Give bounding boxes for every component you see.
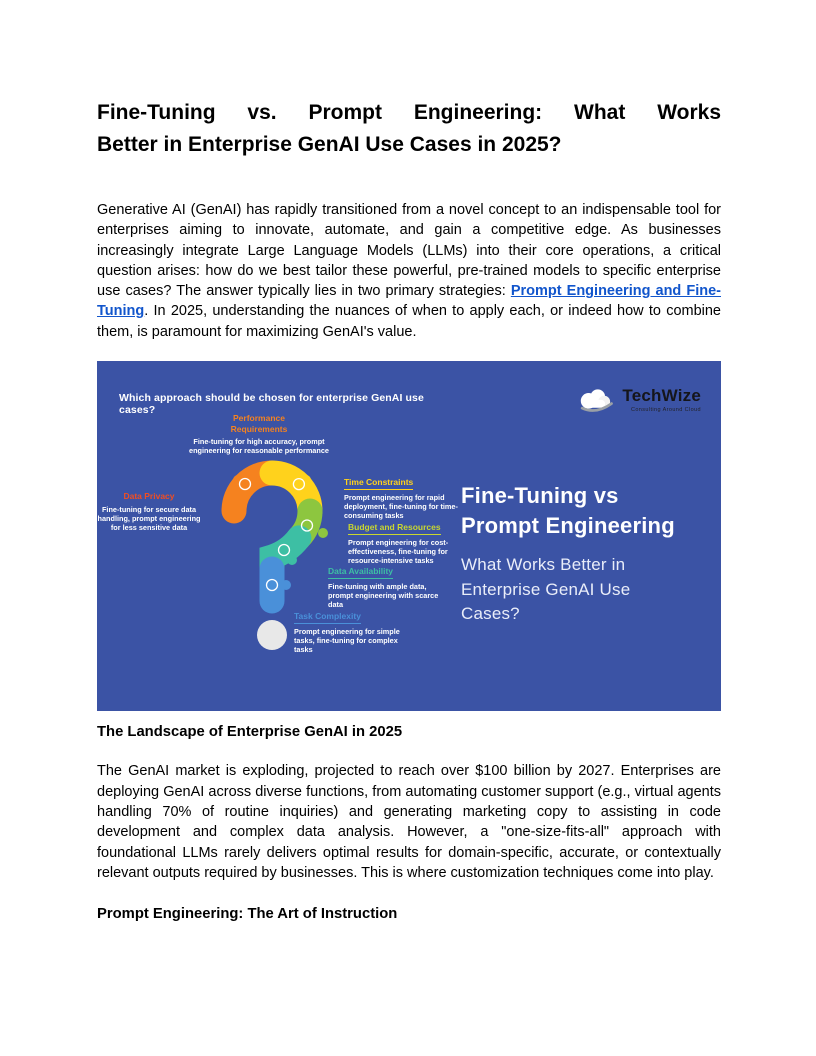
document-title-line1: Fine-Tuning vs. Prompt Engineering: What Works <box>97 101 721 124</box>
intro-text-before-link: Generative AI (GenAI) has rapidly transitioned from a novel concept to an indispensable tool for enterprises aiming to innovate, automate, and gain a competitive edge. As businesses increasingly integrate Large Language Models (LLMs) into their core operations, a critical question arises: how do we best tailor these powerful, pre-trained models to specific enterprise use cases? The answer typically lies in two primary strategies: <box>97 202 721 300</box>
intro-paragraph <box>97 200 721 342</box>
intro-text-after-link: . In 2025, understanding the nuances of when to apply each, or indeed how to combine them, is paramount for maximizing GenAI's value. <box>97 303 721 340</box>
factor-description: Fine-tuning for high accuracy, prompt engineering for reasonable performance <box>189 437 329 456</box>
factor-label: Time Constraints <box>344 477 462 490</box>
infographic-image <box>97 361 721 711</box>
infographic-title-line2: Prompt Engineering <box>461 513 675 539</box>
factor-label: Task Complexity <box>294 611 406 624</box>
factor-data-availability <box>328 566 450 609</box>
document-title-line2: Better in Enterprise GenAI Use Cases in 2025? <box>97 133 562 156</box>
infographic-title-block <box>461 481 691 627</box>
landscape-paragraph: The GenAI market is exploding, projected to reach over $100 billion by 2027. Enterprises are deploying GenAI across diverse functions, from automating customer support (e.g., virtual agents handling 70% of routine inquiries) and generating marketing copy to assisting in code development and complex data analysis. However, a "one-size-fits-all" approach with foundational LLMs rarely delivers optimal results for domain-specific, accurate, or contextually relevant outputs required by businesses. This is where customization techniques come into play. <box>97 763 721 881</box>
logo-tagline: Consulting Around Cloud <box>630 406 701 413</box>
cloud-icon <box>573 385 617 413</box>
section-heading-prompt-engineering: Prompt Engineering: The Art of Instruction <box>97 906 398 923</box>
factor-label: Data Availability <box>328 566 450 579</box>
logo-name: TechWize <box>622 385 701 405</box>
document-content <box>97 0 721 924</box>
infographic-title-line1: Fine-Tuning vs <box>461 483 619 509</box>
infographic-subtitle: What Works Better in Enterprise GenAI Use Cases? <box>461 555 631 624</box>
question-mark-dot <box>257 620 287 650</box>
factor-label: Data Privacy <box>123 491 175 502</box>
factor-description: Prompt engineering for rapid deployment, fine-tuning for time-consuming tasks <box>344 492 458 521</box>
factor-description: Prompt engineering for simple tasks, fine-tuning for complex tasks <box>294 626 400 655</box>
factor-budget-and-resources <box>348 522 470 565</box>
factor-task-complexity <box>294 611 406 654</box>
section-heading-landscape: The Landscape of Enterprise GenAI in 2025 <box>97 724 403 741</box>
factor-description: Prompt engineering for cost-effectiveness, fine-tuning for resource-intensive tasks <box>348 537 449 566</box>
logo-text <box>622 386 701 413</box>
infographic-question-heading: Which approach should be chosen for enterprise GenAI use cases? <box>119 392 424 417</box>
factor-performance-requirements <box>189 413 329 456</box>
factor-label: Performance Requirements <box>230 413 288 434</box>
prompt-engineering-fine-tuning-link[interactable]: Prompt Engineering and Fine-Tuning <box>97 283 721 320</box>
document-title <box>97 97 721 161</box>
factor-description: Fine-tuning with ample data, prompt engineering with scarce data <box>328 581 439 610</box>
factor-description: Fine-tuning for secure data handling, prompt engineering for less sensitive data <box>97 504 201 533</box>
techwize-logo <box>573 385 701 413</box>
factor-data-privacy <box>97 491 201 532</box>
factor-label: Budget and Resources <box>348 522 470 535</box>
factor-time-constraints <box>344 477 462 520</box>
